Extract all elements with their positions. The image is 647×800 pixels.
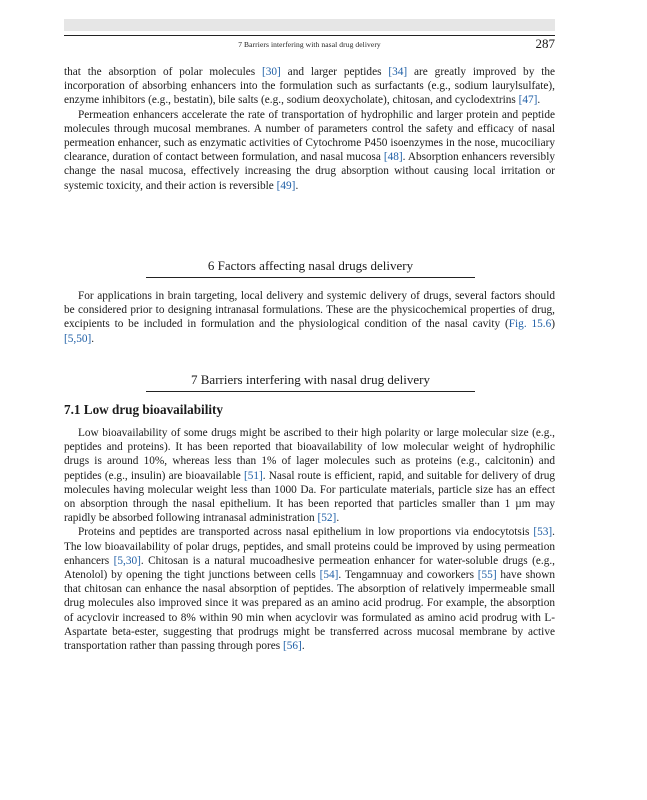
header-rule xyxy=(64,35,555,36)
subsection-7-1-heading: 7.1 Low drug bioavailability xyxy=(64,402,224,417)
paragraph xyxy=(64,525,555,653)
text-run: are greatly improved by the incorporation of absorbing enhancers into the formulation such as surfactants (e.g., sodium laurylsulfate), enzyme inhibitors (e.g., bestatin), bile salts (e.g., sodium deoxycholate), chitosan, and cyclodextrins xyxy=(64,66,555,107)
text-run: . Chitosan is a natural mucoadhesive permeation enhancer for water-soluble drugs (e.g., Atenolol) by opening the tight junctions between cells xyxy=(64,554,555,582)
text-run: . xyxy=(295,179,299,192)
citation-link[interactable]: [30] xyxy=(262,66,281,78)
citation-link[interactable]: [56] xyxy=(282,640,302,653)
paragraph xyxy=(64,108,555,193)
section-5-continuation xyxy=(64,65,555,193)
text-run: . Nasal route is efficient, rapid, and suitable for delivery of drug molecules having molecular weight less than 1000 Da. For particulate materials, particle size has an effect on absorption through the nasal epithelium. It has been reported that particles smaller than 1 µm may rapidly be absorbed following intranasal administration xyxy=(64,469,555,525)
citation-link[interactable]: [5,50] xyxy=(64,332,92,345)
citation-link[interactable]: [48] xyxy=(383,151,403,164)
text-run: . Tengamnuay and coworkers xyxy=(338,569,478,582)
citation-link[interactable]: Fig. 15.6 xyxy=(508,318,552,331)
text-run: Proteins and peptides are transported across nasal epithelium in low proportions via endocytotsis xyxy=(78,526,534,539)
text-run: . Absorption enhancers reversibly change the nasal mucosa, effectively increasing the drug absorption without causing local irritation or systemic toxicity, and their action is reversible xyxy=(64,151,555,192)
text-run: . The low bioavailability of polar drugs, peptides, and small proteins could be improved by using permeation enhancers xyxy=(64,526,555,567)
section-6-body xyxy=(64,289,555,346)
citation-link[interactable]: [51] xyxy=(243,469,263,482)
section-7-1-body xyxy=(64,426,555,653)
citation-link[interactable]: [55] xyxy=(477,569,497,582)
running-title: 7 Barriers interfering with nasal drug delivery xyxy=(238,40,381,49)
paragraph xyxy=(64,289,555,346)
text-run: that the absorption of polar molecules xyxy=(64,66,262,78)
paragraph xyxy=(64,426,555,525)
citation-link[interactable]: [52] xyxy=(317,512,337,525)
citation-link[interactable]: [53] xyxy=(533,526,553,539)
text-run: . xyxy=(91,332,95,345)
header-band xyxy=(64,19,555,31)
citation-link[interactable]: [34] xyxy=(388,66,408,78)
text-run: . xyxy=(537,94,541,107)
text-run: and larger peptides xyxy=(280,66,389,78)
text-run: have shown that chitosan can enhance the nasal absorption of peptides. The absorption of relatively impermeable small drug molecules also improved since it was prepared as an amino acid prodrug. For example, the absorption of acyclovir increased to 8% within 90 min when acyclovir was formulated as amino acid prodrug with L-Aspartate beta-ester, suggesting that prodrugs might be transferred across mucosal membrane by active transportation rather than passing through pores xyxy=(64,569,556,653)
text-run: For applications in brain targeting, local delivery and systemic delivery of drugs, several factors should be considered prior to designing intranasal formulations. These are the physicochemical properties of drug, excipients to be included in formulation and the physiological condition of the nasal cavity ( xyxy=(64,290,555,331)
text-run: . xyxy=(301,640,305,653)
text-run: . xyxy=(336,512,340,525)
text-run: ) xyxy=(551,318,555,331)
page-number: 287 xyxy=(535,36,555,51)
section-7-heading: 7 Barriers interfering with nasal drug delivery xyxy=(146,372,475,392)
text-run: Low bioavailability of some drugs might be ascribed to their high polarity or large molecular size (e.g., peptides and proteins). It has been reported that bioavailability of low molecular weight of hydrophilic drugs is around 10%, whereas less than 1% of lager molecules such as proteins (e.g., calcitonin) and peptides (e.g., insulin) are bioavailable xyxy=(64,427,555,482)
citation-link[interactable]: [49] xyxy=(276,179,296,192)
section-6-heading: 6 Factors affecting nasal drugs delivery xyxy=(146,258,475,278)
citation-link[interactable]: [54] xyxy=(319,569,339,582)
paragraph xyxy=(64,65,555,108)
citation-link[interactable]: [5,30] xyxy=(113,554,141,567)
text-run: Permeation enhancers accelerate the rate of transportation of hydrophilic and larger protein and peptide molecules through mucosal membranes. A number of parameters control the safety and efficacy of nasal permeation enhancer, such as enzymatic activities of Cytochrome P450 isoenzymes in the nose, mucociliary clearance, duration of contact between formulation, and nasal mucosa xyxy=(64,108,555,164)
citation-link[interactable]: [47] xyxy=(518,94,538,107)
